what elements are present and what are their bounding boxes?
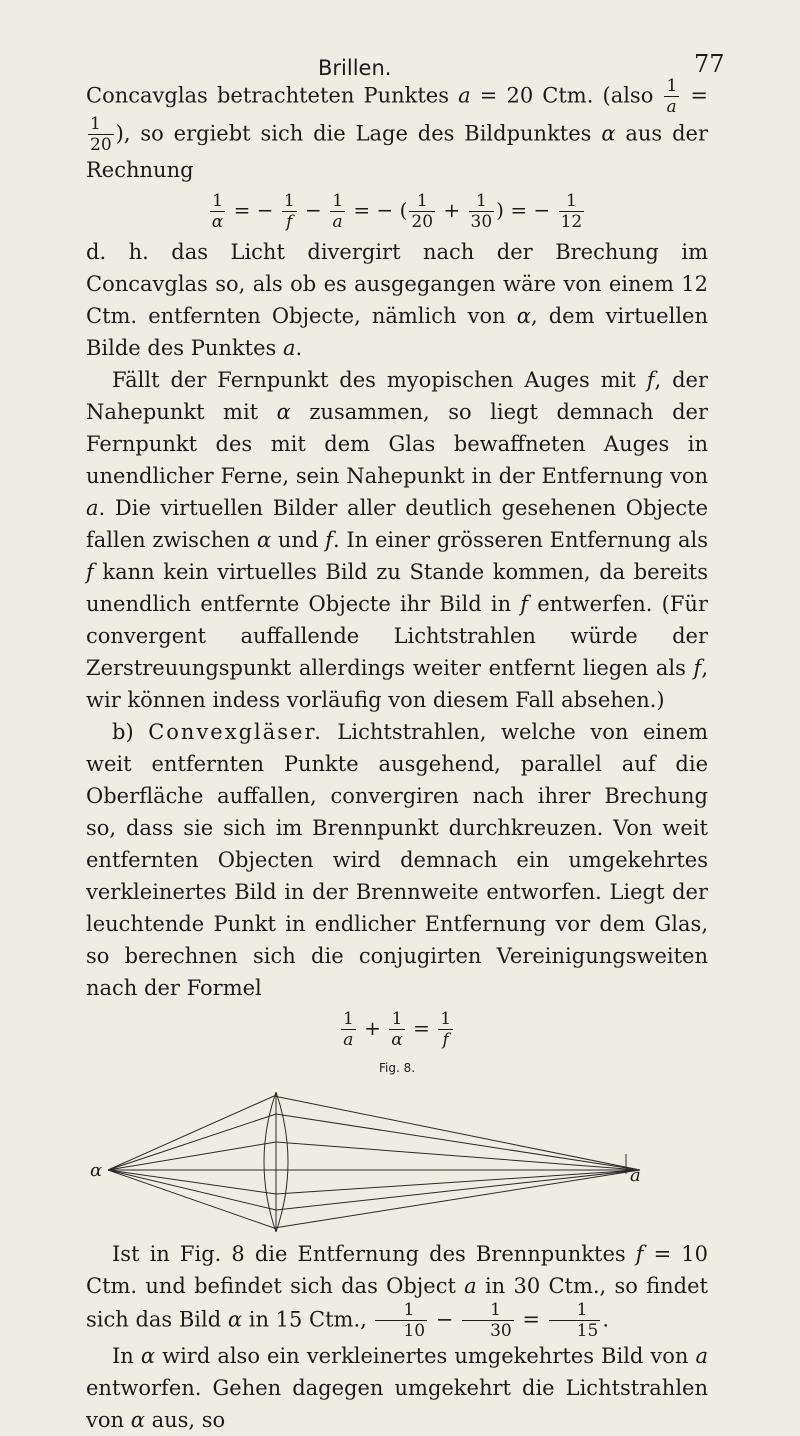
running-head: Brillen. (318, 56, 392, 80)
operator: + (437, 198, 467, 222)
numerator: 1 (409, 193, 435, 212)
text: Concavglas betrachteten Punktes (86, 83, 459, 108)
fraction (210, 190, 225, 232)
text: aus, so (144, 1408, 226, 1432)
operator: = − (227, 198, 280, 222)
text: , der Nahepunkt mit (86, 368, 708, 424)
text: . (602, 1307, 609, 1332)
denominator: 20 (90, 135, 112, 155)
symbol-f: f (286, 211, 293, 232)
text: Lichtstrahlen, welche von einem weit entfernten Punkte ausgehend, parallel auf die Oberfläche auffallen, convergiren nach ihrer Brechung so, dass sie sich im Brennpunkt durchkreuzen. Von weit entfernten Objecten wird demnach ein umgekehrtes verkleinertes Bild in der Brennweite entworfen. Liegt der leuchtende Punkt in endlicher Entfernung vor dem Glas, so berechnen sich die conjugirten Vereinigungsweiten nach der Formel (86, 720, 709, 1000)
numerator: 1 (559, 193, 585, 212)
operator: ) = − (496, 198, 557, 222)
numerator: 1 (283, 190, 295, 211)
symbol-alpha: α (276, 400, 291, 424)
fraction (330, 190, 345, 232)
symbol-alpha: α (601, 121, 616, 146)
text: , dem virtuellen Bilde des Punktes (86, 304, 708, 360)
symbol-f: f (442, 1029, 449, 1050)
text: entwerfen. (Für convergent auffallende Lichtstrahlen würde der Zerstreuungspunkt allerdings weiter entfernt liegen als (86, 592, 708, 680)
paragraph-2 (86, 236, 708, 364)
section-heading: Convexgläser. (148, 720, 323, 744)
operator: − (429, 1307, 461, 1332)
fraction (341, 1008, 356, 1050)
numerator: 1 (375, 1302, 427, 1321)
operator: = (515, 1307, 547, 1332)
text: in 15 Ctm., (242, 1307, 374, 1332)
ray-upper-left-2 (108, 1114, 276, 1170)
page-number: 77 (694, 50, 725, 78)
symbol-f: f (520, 592, 529, 616)
ray-upper-right (274, 1096, 640, 1170)
symbol-a: a (666, 97, 677, 117)
numerator: 1 (210, 193, 225, 212)
lens-ray-diagram (86, 1082, 708, 1232)
denominator: 10 (403, 1321, 426, 1341)
text: und (271, 528, 326, 552)
numerator: 1 (389, 1011, 404, 1030)
paragraph-4 (86, 716, 708, 1004)
denominator (664, 97, 679, 116)
denominator: 20 (411, 211, 434, 232)
symbol-f: f (325, 528, 333, 552)
text: in 30 Ctm., so findet sich das Bild (86, 1274, 708, 1332)
symbol-a: a (343, 1029, 354, 1050)
text: d. h. das Licht divergirt nach der Brechung im Concavglas so, als ob es ausgegangen wäre von einem 12 Ctm. entfernten Objecte, nämlich von (86, 240, 708, 328)
text: b) (112, 720, 149, 744)
symbol-f: f (693, 656, 702, 680)
text: , wir können indess vorläufig von diesem Fall absehen.) (86, 656, 708, 712)
text: = 10 Ctm. und befindet sich das Object (86, 1242, 709, 1298)
lens-right-surface (264, 1092, 276, 1232)
text: In (112, 1344, 141, 1368)
paragraph-5 (86, 1238, 708, 1340)
equation-2 (86, 1006, 708, 1050)
denominator (330, 212, 345, 231)
paragraph-1 (86, 78, 708, 186)
denominator: 30 (470, 211, 493, 232)
text: = (681, 83, 709, 108)
operator: − (298, 198, 329, 222)
ray-upper-left (108, 1096, 274, 1170)
numerator: 1 (549, 1302, 601, 1321)
text: Fällt der Fernpunkt des myopischen Auges mit (112, 368, 647, 392)
symbol-a: a (458, 83, 471, 108)
equation-1 (86, 188, 708, 232)
symbol-alpha: α (211, 211, 224, 232)
fraction (438, 1008, 453, 1050)
fraction (664, 78, 679, 116)
symbol-a: a (332, 211, 343, 232)
ray-upper-left-3 (108, 1142, 276, 1170)
label-a: a (630, 1165, 641, 1186)
text: entworfen. Gehen dagegen umgekehrt die Lichtstrahlen von (86, 1376, 708, 1432)
operator: = (406, 1016, 437, 1040)
fraction (549, 1302, 601, 1340)
symbol-a: a (695, 1344, 708, 1368)
numerator: 1 (462, 1302, 514, 1321)
symbol-f: f (86, 560, 94, 584)
paragraph-3 (86, 364, 708, 716)
symbol-alpha: α (256, 528, 272, 552)
symbol-a: a (464, 1274, 477, 1298)
fraction (559, 190, 585, 232)
symbol-a: a (86, 496, 99, 520)
symbol-f: f (635, 1242, 644, 1266)
ray-upper-right-2 (276, 1114, 640, 1170)
denominator (282, 212, 297, 231)
symbol-alpha: α (130, 1408, 145, 1432)
denominator (341, 1030, 356, 1049)
paragraph-6 (86, 1340, 708, 1436)
denominator: 12 (560, 211, 583, 232)
text: . (295, 336, 303, 360)
text: aus der Rechnung (86, 121, 708, 182)
operator: + (357, 1016, 388, 1040)
numerator: 1 (342, 1008, 354, 1029)
numerator: 1 (440, 1008, 452, 1029)
operator: = − ( (347, 198, 408, 222)
fraction (462, 1302, 514, 1340)
fraction (409, 190, 435, 232)
symbol-alpha: α (227, 1307, 243, 1332)
fraction (375, 1302, 427, 1340)
denominator: 30 (490, 1321, 512, 1341)
label-alpha: α (90, 1160, 103, 1181)
symbol-a: a (282, 336, 296, 360)
lens-left-surface (276, 1092, 288, 1232)
numerator: 1 (469, 193, 495, 212)
numerator: 1 (88, 116, 114, 135)
body-text (86, 78, 708, 1436)
fraction (88, 116, 114, 154)
text: = 20 Ctm. (also (470, 83, 663, 108)
numerator: 1 (666, 76, 678, 96)
symbol-alpha: α (391, 1029, 403, 1050)
ray-lower-right (274, 1170, 640, 1228)
text: kann kein virtuelles Bild zu Stande kommen, da bereits unendlich entfernte Objecte ihr Bild in (86, 560, 708, 616)
text: . In einer grösseren Entfernung als (332, 528, 708, 552)
denominator (210, 212, 225, 231)
symbol-f: f (646, 368, 655, 392)
denominator (389, 1030, 404, 1049)
symbol-alpha: α (140, 1344, 156, 1368)
text: zusammen, so liegt demnach der Fernpunkt des mit dem Glas bewaffneten Auges in unendlicher Ferne, sein Nahepunkt in der Entfernung von (86, 400, 708, 488)
ray-upper-right-3 (276, 1142, 640, 1170)
ray-lower-left (108, 1170, 274, 1228)
text: ), so (115, 121, 164, 146)
symbol-alpha: α (516, 304, 531, 328)
figure-label: Fig. 8. (378, 1061, 416, 1075)
text: wird also ein verkleinertes umgekehrtes Bild von (155, 1344, 696, 1368)
figure-8 (86, 1082, 708, 1232)
text: ergiebt sich die Lage des Bildpunktes (173, 121, 602, 146)
fraction (389, 1008, 404, 1050)
denominator (438, 1030, 453, 1049)
denominator: 15 (576, 1321, 599, 1341)
text: Ist in Fig. 8 die Entfernung des Brennpunktes (112, 1242, 636, 1266)
fraction (282, 190, 297, 232)
numerator: 1 (332, 190, 344, 211)
text: . Die virtuellen Bilder aller deutlich gesehenen Objecte fallen zwischen (86, 496, 708, 552)
fraction (469, 190, 495, 232)
